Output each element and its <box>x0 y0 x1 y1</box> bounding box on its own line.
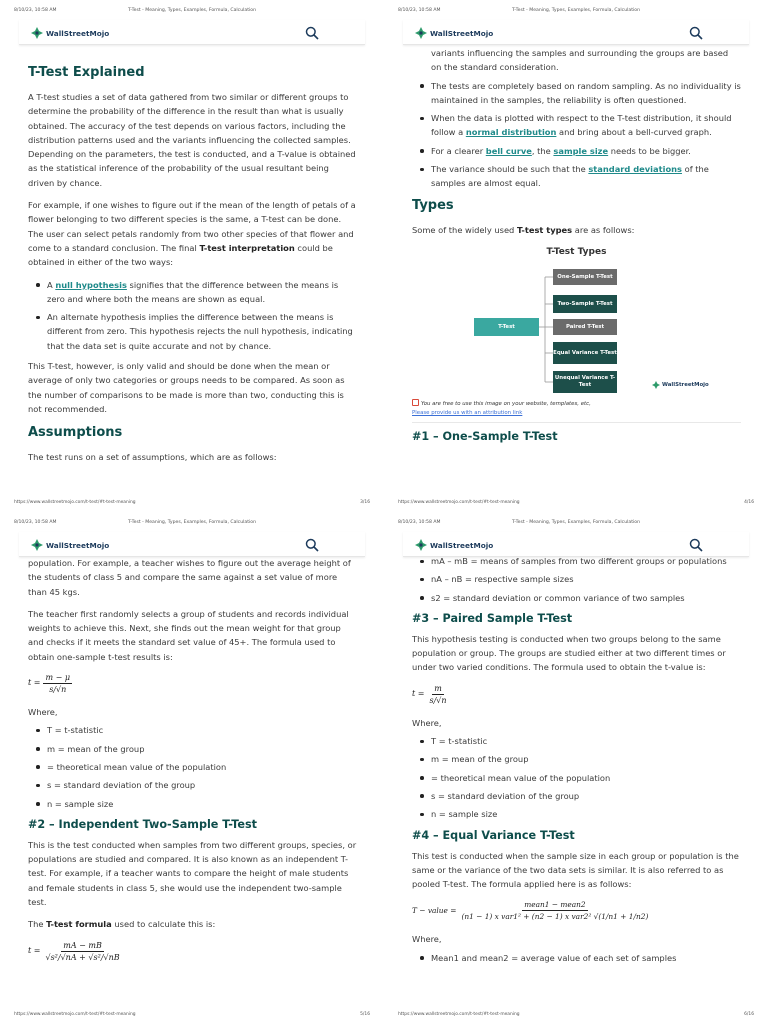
print-title: T-Test - Meaning, Types, Examples, Formula, Calculation <box>127 520 256 525</box>
search-icon[interactable] <box>689 25 703 39</box>
list-item: T = t-statistic <box>28 723 357 737</box>
list-item: An alternate hypothesis implies the difference between the means is different from zero. This hypothesis rejects the null hypothesis, indicating that the data set is quite accurate and not by chance. <box>28 310 357 353</box>
image-notice-icon <box>412 399 419 406</box>
paragraph: population. For example, a teacher wishes to figure out the average height of the students of class 5 and compare the same against a set value of more than 45 kgs. <box>28 558 351 597</box>
list-item: T = t-statistic <box>412 734 741 748</box>
paired-formula: t = $\frac{m}{s/√n}$ <box>412 683 447 705</box>
logo-text: WallStreetMojo <box>430 28 494 38</box>
pdf-page-5 <box>0 512 384 1024</box>
site-header <box>19 532 365 557</box>
print-title: T-Test - Meaning, Types, Examples, Formula, Calculation <box>511 8 640 13</box>
image-usage-notice: You are free to use this image on your website, templates, etc, Please provide us with an attribution link <box>412 400 591 416</box>
search-icon[interactable] <box>305 25 319 39</box>
null-hypothesis-link[interactable]: null hypothesis <box>55 279 127 290</box>
logo-text: WallStreetMojo <box>430 540 494 550</box>
heading-two-sample: #2 – Independent Two-Sample T-Test <box>28 817 258 831</box>
brand-icon <box>652 381 660 389</box>
list-item: m = mean of the group <box>28 742 357 756</box>
heading-types: Types <box>412 197 454 213</box>
site-logo[interactable] <box>31 539 109 551</box>
divider <box>412 422 741 423</box>
logo-text: WallStreetMojo <box>46 28 110 38</box>
list-item: = theoretical mean value of the population <box>412 771 741 785</box>
diagram-branch-unequal-variance: Unequal Variance T-Test <box>553 371 617 393</box>
site-header <box>403 20 749 45</box>
logo-icon <box>415 539 427 551</box>
sample-size-link[interactable]: sample size <box>553 145 609 156</box>
where-label: Where, <box>28 707 58 718</box>
diagram-branch-equal-variance: Equal Variance T-Test <box>553 342 617 364</box>
site-logo[interactable] <box>415 27 493 39</box>
paragraph: A T-test studies a set of data gathered from two similar or different groups to determine the probability of the difference in the result than what is usually obtained. The accuracy of the test depends on various factors, including the distribution patterns used and the variants influencing the collected samples. Depending on the parameters, the test is conducted, and a T-value is obtained as the statistical inference of the probability of the usual resultant being driven by chance. <box>28 92 356 188</box>
list-item: Mean1 and mean2 = average value of each set of samples <box>412 951 741 965</box>
bullet-list <box>412 79 741 191</box>
paragraph: Some of the widely used T-test types are as follows: <box>412 224 635 235</box>
page-number: 3/16 <box>360 500 370 505</box>
site-header <box>19 20 365 45</box>
print-title: T-Test - Meaning, Types, Examples, Formula, Calculation <box>127 8 256 13</box>
print-url: https://www.wallstreetmojo.com/t-test/#t-test-meaning <box>14 500 136 505</box>
article-body <box>412 554 741 971</box>
heading-paired-sample: #3 – Paired Sample T-Test <box>412 611 573 625</box>
page-number: 4/16 <box>744 500 754 505</box>
site-logo[interactable] <box>31 27 109 39</box>
list-item: A null hypothesis signifies that the difference between the means is zero and where both the means are shown as equal. <box>28 278 357 307</box>
heading-one-sample: #1 – One-Sample T-Test <box>412 429 558 443</box>
list-item: s = standard deviation of the group <box>28 778 357 792</box>
print-date: 8/10/23, 10:58 AM <box>14 8 57 13</box>
heading-assumptions: Assumptions <box>28 425 123 441</box>
variable-list <box>412 734 741 821</box>
list-item: mA – mB = means of samples from two different groups or populations <box>412 554 741 568</box>
heading-t-test-explained: T-Test Explained <box>28 65 145 80</box>
bullet-list <box>28 278 357 353</box>
print-date: 8/10/23, 10:58 AM <box>398 520 441 525</box>
list-item: The tests are completely based on random sampling. As no individuality is maintained in the samples, the reliability is often questioned. <box>412 79 741 108</box>
search-icon[interactable] <box>689 537 703 551</box>
bell-curve-link[interactable]: bell curve <box>485 145 532 156</box>
page-number: 6/16 <box>744 1012 754 1017</box>
page-number: 5/16 <box>360 1012 370 1017</box>
heading-equal-variance: #4 – Equal Variance T-Test <box>412 828 575 842</box>
diagram-root-box: T-Test <box>474 318 539 336</box>
diagram-brand: WallStreetMojo <box>652 378 709 392</box>
print-url: https://www.wallstreetmojo.com/t-test/#t-test-meaning <box>398 1012 520 1017</box>
article-body <box>412 46 741 450</box>
paragraph: This test is conducted when the sample size in each group or population is the same or the variance of the two data sets is similar. It is also referred to as pooled T-test. The formula applied here is as follows: <box>412 850 739 890</box>
pdf-page-6 <box>384 512 768 1024</box>
list-item: s2 = standard deviation or common variance of two samples <box>412 591 741 605</box>
article-body <box>28 556 357 973</box>
list-item: m = mean of the group <box>412 752 741 766</box>
variable-list <box>28 723 357 810</box>
where-label: Where, <box>412 934 442 945</box>
list-item: nA – nB = respective sample sizes <box>412 572 741 586</box>
attribution-link[interactable]: Please provide us with an attribution link <box>412 409 523 416</box>
list-item: = theoretical mean value of the population <box>28 760 357 774</box>
paragraph: For example, if one wishes to figure out if the mean of the length of petals of a flower belonging to two different species is the same, a T-test can be done. The user can select petals randomly from two other species of that flower and come to a standard conclusion. The final T-test interpretation could be obtained in either of the two ways: <box>28 200 356 268</box>
paragraph: This hypothesis testing is conducted when two groups belong to the same population or group. The groups are studied either at two different times or under two varied conditions. The formula used to obtain the t-value is: <box>412 633 726 673</box>
logo-text: WallStreetMojo <box>46 540 110 550</box>
site-logo[interactable] <box>415 539 493 551</box>
print-url: https://www.wallstreetmojo.com/t-test/#t-test-meaning <box>14 1012 136 1017</box>
two-sample-formula: t = $\frac{mA - mB}{\text{√s²/√nA + √s²/√nB}}$ <box>28 940 120 962</box>
paragraph: The T-test formula used to calculate this is: <box>28 919 216 930</box>
variable-list <box>412 951 741 965</box>
print-url: https://www.wallstreetmojo.com/t-test/#t-test-meaning <box>398 500 520 505</box>
search-icon[interactable] <box>305 537 319 551</box>
normal-distribution-link[interactable]: normal distribution <box>465 127 557 138</box>
diagram-title: T-Test Types <box>546 246 607 257</box>
logo-icon <box>31 539 43 551</box>
list-item: The variance should be such that the standard deviations of the samples are almost equal. <box>412 162 741 191</box>
article-body <box>28 58 357 473</box>
pdf-page-4 <box>384 0 768 512</box>
where-label: Where, <box>412 717 442 728</box>
diagram-branch-two-sample: Two-Sample T-Test <box>553 295 617 313</box>
diagram-branch-one-sample: One-Sample T-Test <box>553 269 617 285</box>
paragraph: This T-test, however, is only valid and should be done when the mean or average of only two categories or groups needs to be compared. As soon as the number of comparisons to be made is more than two, conducting this is not recommended. <box>28 361 345 414</box>
list-item: When the data is plotted with respect to the T-test distribution, it should follow a normal distribution and bring about a bell-curved graph. <box>412 111 741 140</box>
print-date: 8/10/23, 10:58 AM <box>14 520 57 525</box>
diagram-branch-paired: Paired T-Test <box>553 319 617 335</box>
logo-icon <box>415 27 427 39</box>
variable-list <box>412 554 741 605</box>
paragraph: The test runs on a set of assumptions, which are as follows: <box>28 452 277 463</box>
paragraph: The teacher first randomly selects a group of students and records individual weights to achieve this. Next, she finds out the mean weight for that group and checks if it meets the standard set value of 45+. The formula used to obtain one-sample t-test results is: <box>28 608 349 662</box>
equal-variance-formula: T − value = $\frac{\text{mean1 − mean2}}{\text{(n1 − 1) x var1² + (n2 − 1) x var2² √(1/n1 + 1/n2)}}$ <box>412 900 649 922</box>
list-item: For a clearer bell curve, the sample size needs to be bigger. <box>412 144 741 158</box>
list-item: s = standard deviation of the group <box>412 789 741 803</box>
list-item: n = sample size <box>28 797 357 811</box>
list-item: n = sample size <box>412 807 741 821</box>
print-title: T-Test - Meaning, Types, Examples, Formula, Calculation <box>511 520 640 525</box>
logo-icon <box>31 27 43 39</box>
pdf-page-3 <box>0 0 384 512</box>
standard-deviations-link[interactable]: standard deviations <box>588 164 682 175</box>
paragraph: This is the test conducted when samples from two different groups, species, or populations are studied and compared. It is also known as an independent T-test. For example, if a teacher wants to compare the height of male students and female students in class 5, she would use the independent two-sample test. <box>28 839 357 908</box>
list-continuation: variants influencing the samples and surrounding the groups are based on the standard consideration. <box>431 48 729 73</box>
print-date: 8/10/23, 10:58 AM <box>398 8 441 13</box>
one-sample-formula: t = $\frac{m - \mu}{s/√n}$ <box>28 673 71 695</box>
t-test-types-diagram <box>412 245 741 395</box>
